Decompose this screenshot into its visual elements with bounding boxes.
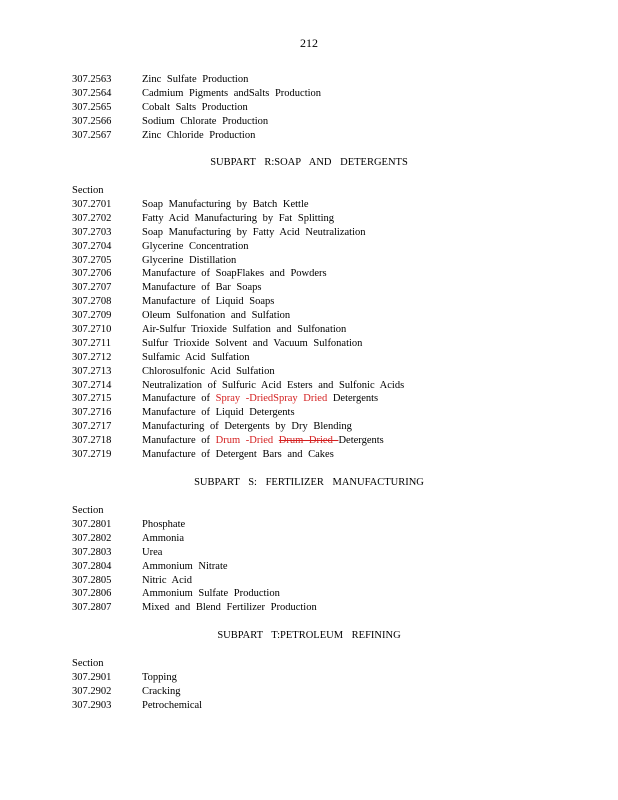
section-number: 307.2802 <box>72 532 112 544</box>
section-label: Section <box>72 658 104 669</box>
section-title: Glycerine Distillation <box>142 254 237 266</box>
section-title <box>142 392 378 406</box>
section-title: Manufacture of Detergent Bars and Cakes <box>142 449 334 461</box>
section-title: Topping <box>142 672 177 683</box>
page-number: 212 <box>300 36 318 50</box>
section-title: Ammonium Nitrate <box>142 560 228 572</box>
title-text: Detergents <box>338 435 384 447</box>
section-title: Petrochemical <box>142 699 203 711</box>
section-rows <box>72 671 552 713</box>
section-row <box>72 295 552 309</box>
title-text: Manufacture of <box>142 393 216 405</box>
section-label: Section <box>72 505 104 516</box>
section-title: Zinc Chloride Production <box>142 129 256 141</box>
section-number: 307.2710 <box>72 324 112 336</box>
section-title: Ammonium Sulfate Production <box>142 588 280 600</box>
section-row <box>72 281 552 295</box>
section-number: 307.2566 <box>72 115 112 127</box>
section-number: 307.2801 <box>72 519 112 530</box>
section-row <box>72 337 552 351</box>
section-row <box>72 240 552 254</box>
subpart-heading: SUBPART S: FERTILIZER MANUFACTURING <box>194 477 424 488</box>
section-title: Manufacture of Liquid Detergents <box>142 407 295 419</box>
section-title: Manufacturing of Detergents by Dry Blending <box>142 421 352 433</box>
section-row <box>72 87 552 101</box>
section-number: 307.2803 <box>72 546 112 558</box>
section-number: 307.2712 <box>72 351 112 363</box>
section-number: 307.2719 <box>72 449 112 461</box>
section-row <box>72 309 552 323</box>
section-title: Manufacture of Bar Soaps <box>142 282 262 294</box>
section-number: 307.2707 <box>72 282 112 294</box>
section-number: 307.2718 <box>72 435 112 447</box>
section-title: Fatty Acid Manufacturing by Fat Splitting <box>142 212 335 224</box>
section-title: Soap Manufacturing by Fatty Acid Neutralization <box>142 226 366 238</box>
section-row <box>72 406 552 420</box>
subpart-heading: SUBPART R:SOAP AND DETERGENTS <box>210 157 408 168</box>
section-row <box>72 546 552 560</box>
section-row <box>72 434 552 448</box>
section-number: 307.2901 <box>72 672 112 683</box>
section-number: 307.2706 <box>72 268 112 280</box>
section-number: 307.2714 <box>72 379 112 391</box>
section-rows <box>72 73 552 142</box>
section-title: Sodium Chlorate Production <box>142 115 269 127</box>
section-row <box>72 392 552 406</box>
section-number: 307.2902 <box>72 685 112 697</box>
section-title: Cracking <box>142 685 181 697</box>
section-number: 307.2717 <box>72 421 112 433</box>
section-label: Section <box>72 185 104 196</box>
section-row <box>72 574 552 588</box>
section-number: 307.2704 <box>72 240 112 252</box>
section-number: 307.2565 <box>72 101 112 113</box>
section-number: 307.2716 <box>72 407 112 419</box>
section-row <box>72 254 552 268</box>
section-title: Air-Sulfur Trioxide Sulfation and Sulfonation <box>142 324 347 336</box>
section-title: Sulfur Trioxide Solvent and Vacuum Sulfonation <box>142 337 363 349</box>
section-row <box>72 448 552 462</box>
deleted-text: Drum Dried <box>278 435 339 447</box>
section-row <box>72 379 552 393</box>
section-title: Oleum Sulfonation and Sulfation <box>142 310 291 322</box>
section-number: 307.2711 <box>72 337 111 349</box>
section-number: 307.2563 <box>72 74 112 85</box>
section-row <box>72 115 552 129</box>
section-row <box>72 129 552 143</box>
section-number: 307.2564 <box>72 87 112 99</box>
section-row <box>72 198 552 212</box>
section-row <box>72 323 552 337</box>
section-number: 307.2806 <box>72 588 112 600</box>
section-title: Neutralization of Sulfuric Acid Esters and Sulfonic Acids <box>142 379 405 391</box>
section-title: Sulfamic Acid Sulfation <box>142 351 250 363</box>
section-row <box>72 365 552 379</box>
section-number: 307.2713 <box>72 365 112 377</box>
section-row <box>72 101 552 115</box>
section-number: 307.2705 <box>72 254 112 266</box>
section-title: Zinc Sulfate Production <box>142 74 249 85</box>
section-row <box>72 560 552 574</box>
section-row <box>72 587 552 601</box>
section-title: Cadmium Pigments andSalts Production <box>142 87 322 99</box>
section-title: Manufacture of Liquid Soaps <box>142 296 275 308</box>
section-row <box>72 685 552 699</box>
section-number: 307.2804 <box>72 560 112 572</box>
section-title: Soap Manufacturing by Batch Kettle <box>142 199 309 210</box>
section-rows <box>72 518 552 615</box>
section-number: 307.2805 <box>72 574 112 586</box>
section-rows <box>72 198 552 462</box>
section-title: Nitric Acid <box>142 574 192 586</box>
section-title: Cobalt Salts Production <box>142 101 248 113</box>
inserted-text: Drum -Dried <box>215 435 279 447</box>
title-text: Manufacture of <box>142 435 216 447</box>
title-text: Detergents <box>327 393 379 405</box>
section-title: Phosphate <box>142 519 186 530</box>
section-row <box>72 73 552 87</box>
section-row <box>72 699 552 713</box>
section-row <box>72 518 552 532</box>
section-number: 307.2903 <box>72 699 112 711</box>
section-number: 307.2567 <box>72 129 112 141</box>
subpart-heading: SUBPART T:PETROLEUM REFINING <box>217 630 401 641</box>
section-number: 307.2701 <box>72 199 112 210</box>
section-number: 307.2715 <box>72 393 112 405</box>
section-number: 307.2807 <box>72 602 112 614</box>
section-title: Urea <box>142 546 163 558</box>
section-row <box>72 671 552 685</box>
section-title <box>142 434 384 448</box>
section-title: Manufacture of SoapFlakes and Powders <box>142 268 327 280</box>
section-title: Chlorosulfonic Acid Sulfation <box>142 365 275 377</box>
section-row <box>72 267 552 281</box>
section-row <box>72 212 552 226</box>
section-number: 307.2709 <box>72 310 112 322</box>
section-row <box>72 226 552 240</box>
section-row <box>72 351 552 365</box>
section-row <box>72 420 552 434</box>
section-number: 307.2703 <box>72 226 112 238</box>
section-title: Ammonia <box>142 532 184 544</box>
section-row <box>72 532 552 546</box>
section-number: 307.2702 <box>72 212 112 224</box>
section-row <box>72 601 552 615</box>
section-number: 307.2708 <box>72 296 112 308</box>
inserted-text: Spray -DriedSpray Dried <box>215 393 328 405</box>
section-title: Glycerine Concentration <box>142 240 249 252</box>
section-title: Mixed and Blend Fertilizer Production <box>142 602 317 614</box>
